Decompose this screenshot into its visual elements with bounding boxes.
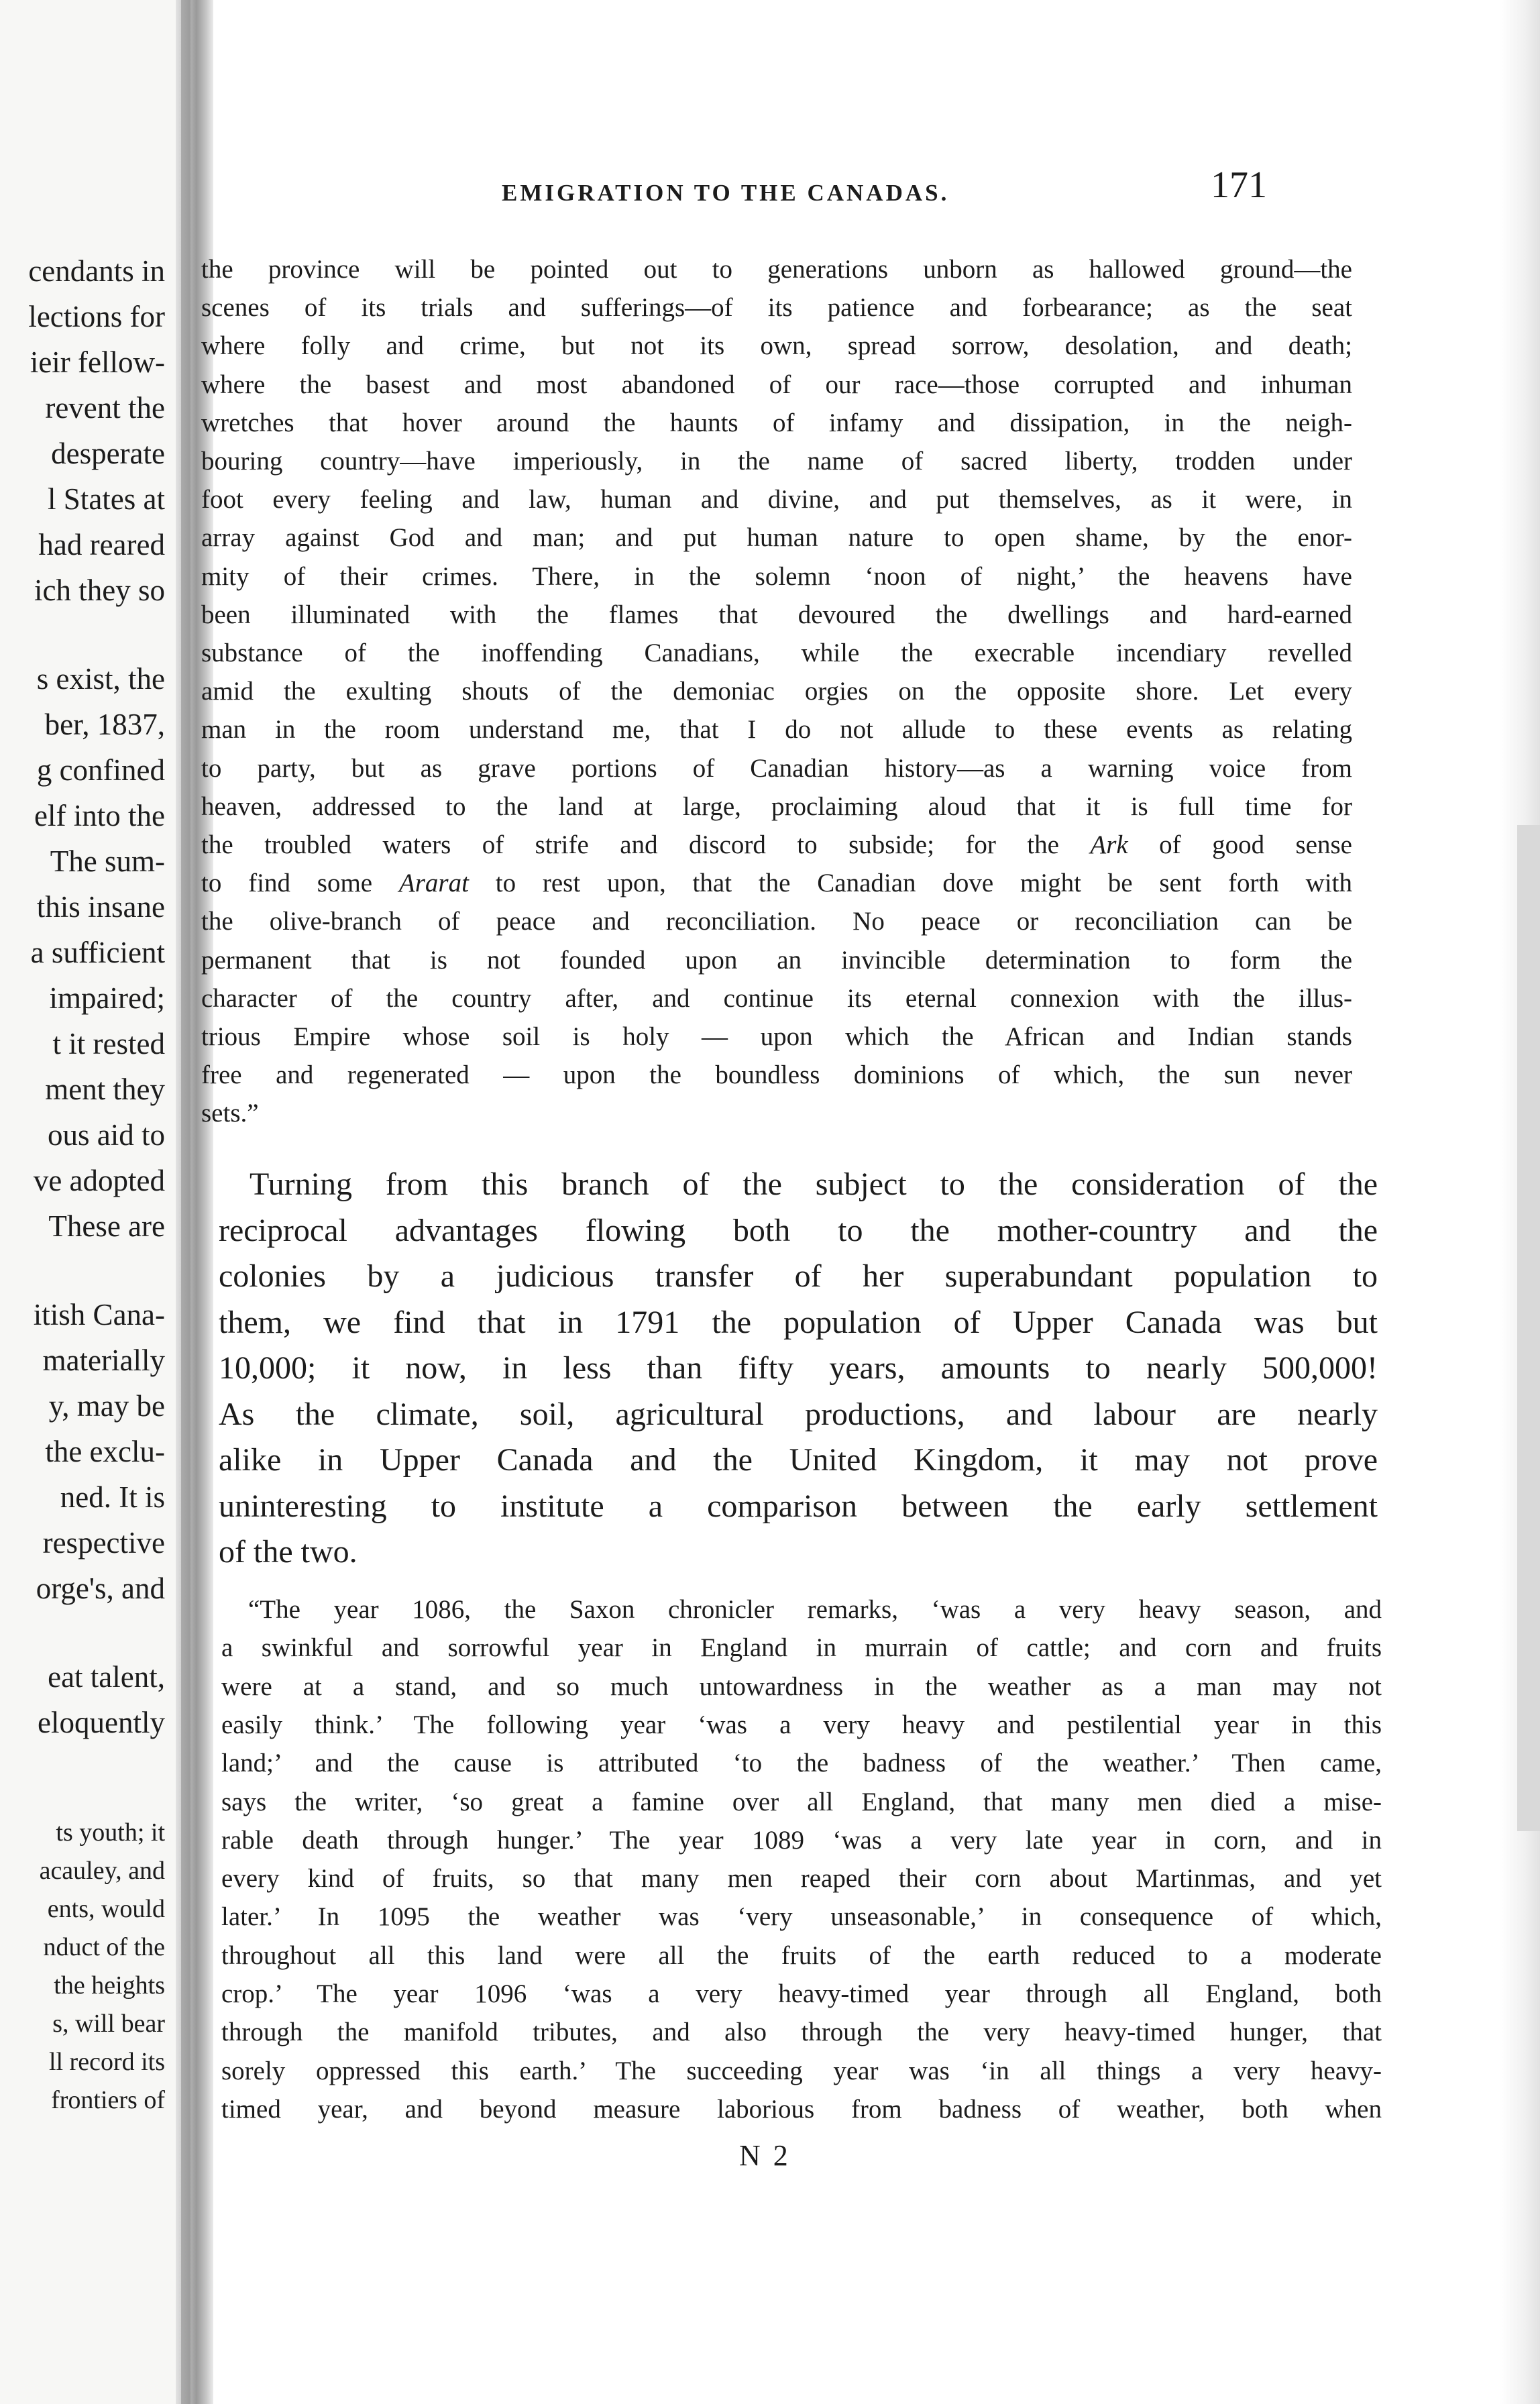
quote-line: scenes of its trials and sufferings—of its patience and forbearance; as the seat [201, 293, 1352, 323]
quote-line: permanent that is not founded upon an invincible determination to form the [201, 945, 1352, 975]
quote-line: heaven, addressed to the land at large, proclaiming aloud that it is full time for [201, 791, 1352, 821]
quote-line: rable death through hunger.’ The year 1089 ‘was a very late year in corn, and in [221, 1825, 1382, 1855]
quote-line: through the manifold tributes, and also through the very heavy-timed hunger, that [221, 2018, 1382, 2047]
quote-line: the olive-branch of peace and reconciliation. No peace or reconciliation can be [201, 907, 1352, 936]
facing-page-line: respective [42, 1526, 165, 1560]
facing-page-line: materially [42, 1344, 165, 1377]
facing-page-line: s exist, the [36, 662, 165, 696]
facing-page-line: ts youth; it [56, 1818, 165, 1847]
quote-line: says the writer, ‘so great a famine over all England, that many men died a mise- [221, 1787, 1382, 1816]
quote-line: been illuminated with the flames that devoured the dwellings and hard-earned [201, 600, 1352, 629]
body-line: reciprocal advantages flowing both to the mother-country and the [219, 1212, 1378, 1248]
facing-page-line: frontiers of [51, 2086, 165, 2114]
facing-page-line: eat talent, [48, 1660, 165, 1694]
quote-line: amid the exulting shouts of the demoniac orgies on the opposite shore. Let every [201, 677, 1352, 706]
quote-line: were at a stand, and so much untowardness in the weather as a man may not [221, 1672, 1382, 1701]
facing-page-line: ment they [45, 1073, 165, 1106]
facing-page-line: the heights [54, 1971, 165, 2000]
facing-page-line: elf into the [34, 799, 165, 832]
facing-page-line: ieir fellow- [30, 345, 165, 379]
facing-page-line: impaired; [49, 981, 165, 1015]
quote-line: the troubled waters of strife and discord to subside; for the Ark of good sense [201, 830, 1352, 859]
facing-page-line: lections for [28, 300, 165, 333]
facing-page-line: revent the [45, 391, 165, 425]
quote-line: throughout all this land were all the fruits of the earth reduced to a moderate [221, 1941, 1382, 1970]
quote-line: array against God and man; and put human nature to open shame, by the enor- [201, 523, 1352, 553]
quote-line: crop.’ The year 1096 ‘was a very heavy-timed year through all England, both [221, 1979, 1382, 2008]
quote-line: bouring country—have imperiously, in the name of sacred liberty, trodden under [201, 447, 1352, 476]
quote-line: character of the country after, and continue its eternal connexion with the illus- [201, 983, 1352, 1013]
quote-line: a swinkful and sorrowful year in England in murrain of cattle; and corn and fruits [221, 1633, 1382, 1663]
quote-line: every kind of fruits, so that many men reaped their corn about Martinmas, and yet [221, 1864, 1382, 1894]
right-page-edge-band [1517, 825, 1540, 1831]
facing-page-line: ll record its [48, 2048, 165, 2076]
quote-line: free and regenerated — upon the boundless dominions of which, the sun never [201, 1060, 1352, 1090]
body-line: of the two. [219, 1534, 358, 1570]
quote-line: to find some Ararat to rest upon, that the Canadian dove might be sent forth with [201, 869, 1352, 898]
quote-line: to party, but as grave portions of Canadian history—as a warning voice from [201, 753, 1352, 783]
facing-page-line: t it rested [52, 1027, 165, 1060]
body-line: alike in Upper Canada and the United Kingdom, it may not prove [219, 1442, 1378, 1478]
page-number: 171 [1211, 164, 1267, 206]
body-line: As the climate, soil, agricultural productions, and labour are nearly [219, 1396, 1378, 1432]
book-page [201, 0, 1500, 2404]
facing-page-line: The sum- [50, 844, 165, 878]
facing-page-line: nduct of the [43, 1933, 165, 1961]
running-head: EMIGRATION TO THE CANADAS. [502, 180, 950, 206]
quote-line: mity of their crimes. There, in the solemn ‘noon of night,’ the heavens have [201, 561, 1352, 591]
body-line: Turning from this branch of the subject to the consideration of the [250, 1166, 1378, 1202]
facing-page-line: ous aid to [48, 1118, 165, 1152]
quote-line: where folly and crime, but not its own, spread sorrow, desolation, and death; [201, 331, 1352, 361]
facing-page-line: desperate [51, 437, 165, 470]
facing-page-line: cendants in [28, 254, 165, 288]
quote-line: wretches that hover around the haunts of infamy and dissipation, in the neigh- [201, 408, 1352, 437]
body-line: them, we find that in 1791 the population of Upper Canada was but [219, 1304, 1378, 1340]
quote-line: the province will be pointed out to generations unborn as hallowed ground—the [201, 255, 1352, 284]
facing-page-line: l States at [48, 482, 165, 516]
facing-page-line: ned. It is [60, 1480, 165, 1514]
facing-page-fragment [0, 0, 176, 2404]
facing-page-line: g confined [36, 753, 165, 787]
quote-line: later.’ In 1095 the weather was ‘very unseasonable,’ in consequence of which, [221, 1902, 1382, 1932]
body-line: colonies by a judicious transfer of her superabundant population to [219, 1258, 1378, 1294]
facing-page-line: s, will bear [52, 2010, 165, 2038]
facing-page-line: ich they so [34, 573, 165, 607]
facing-page-line: These are [48, 1209, 165, 1243]
facing-page-line: had reared [38, 528, 165, 561]
facing-page-line: this insane [36, 890, 165, 924]
facing-page-line: ber, 1837, [44, 708, 165, 741]
signature-mark: N 2 [739, 2139, 791, 2172]
gutter-shadow [181, 0, 190, 2404]
facing-page-line: orge's, and [36, 1572, 165, 1605]
quote-line: foot every feeling and law, human and divine, and put themselves, as it were, in [201, 485, 1352, 514]
facing-page-line: y, may be [48, 1389, 165, 1423]
quote-line: substance of the inoffending Canadians, while the execrable incendiary revelled [201, 639, 1352, 667]
body-line: 10,000; it now, in less than fifty years, amounts to nearly 500,000! [219, 1350, 1378, 1386]
quote-line: land;’ and the cause is attributed ‘to the badness of the weather.’ Then came, [221, 1749, 1382, 1778]
body-line: uninteresting to institute a comparison between the early settlement [219, 1488, 1378, 1524]
facing-page-line: acauley, and [39, 1857, 165, 1885]
quote-line: easily think.’ The following year ‘was a very heavy and pestilential year in this [221, 1710, 1382, 1739]
quote-line: sets.” [201, 1099, 259, 1128]
facing-page-line: ents, would [47, 1895, 165, 1923]
facing-page-line: the exclu- [45, 1435, 165, 1468]
quote-line: man in the room understand me, that I do not allude to these events as relating [201, 715, 1352, 745]
facing-page-line: eloquently [38, 1706, 165, 1739]
quote-line: where the basest and most abandoned of our race—those corrupted and inhuman [201, 370, 1352, 399]
quote-line: sorely oppressed this earth.’ The succeeding year was ‘in all things a very heavy- [221, 2056, 1382, 2085]
quote-line: timed year, and beyond measure laborious from badness of weather, both when [221, 2094, 1382, 2124]
facing-page-line: itish Cana- [33, 1298, 165, 1331]
quote-line: “The year 1086, the Saxon chronicler remarks, ‘was a very heavy season, and [248, 1595, 1382, 1624]
facing-page-line: ve adopted [33, 1164, 165, 1197]
facing-page-line: a sufficient [30, 936, 165, 969]
quote-line: trious Empire whose soil is holy — upon which the African and Indian stands [201, 1022, 1352, 1051]
